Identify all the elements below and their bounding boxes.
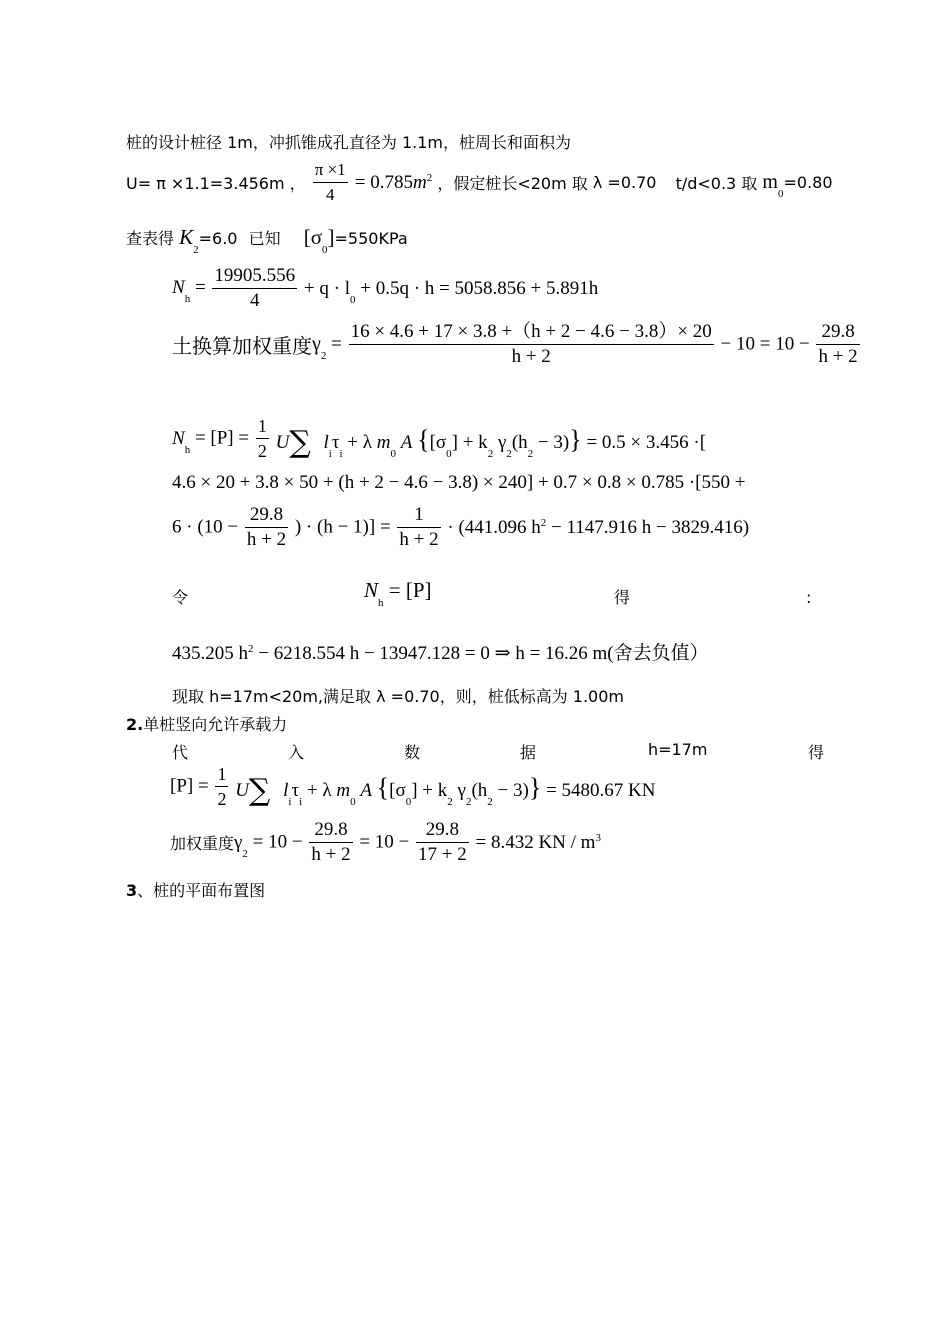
equation-continuation-1: 4.6 × 20 + 3.8 × 50 + (h + 2 − 4.6 − 3.8) × 240] + 0.7 × 0.8 × 0.785 ·[550 +	[172, 472, 746, 493]
lambda-value: λ =0.70	[592, 173, 657, 192]
m0-symbol: $m_0$	[762, 171, 784, 200]
chosen-length-line: 现取 h=17m<20m,满足取 λ =0.70，则，桩低标高为 1.00m	[172, 687, 624, 706]
let-equation: $N_h = [P]$	[364, 578, 432, 609]
get-word: 得	[614, 588, 631, 607]
eq1-num: 19905.556	[212, 264, 297, 289]
substitute-h-value: h=17m	[648, 740, 708, 759]
equation-nh: $N_h$ = $\frac{19905.556}{4}$ + $q \cdot l_0 + 0.5q \cdot h = 5058.856 + 5.891h$	[172, 265, 599, 311]
area-fraction-num: π ×1	[313, 158, 348, 183]
k2-symbol: $K_2$	[179, 225, 199, 256]
eq2-den2: h + 2	[818, 346, 858, 367]
section-2-heading: 2.单桩竖向允许承载力	[126, 715, 288, 734]
gamma2-label: 土换算加权重度	[172, 334, 312, 358]
lookup-text: 查表得	[126, 229, 175, 248]
td-text: t/d<0.3 取	[675, 174, 758, 193]
known-text: 已知	[248, 229, 281, 248]
eq2-num2: 29.8	[816, 320, 859, 345]
let-word: 令	[172, 588, 189, 607]
substitute-word-4: 据	[520, 743, 537, 762]
sigma0-value: =550KPa	[334, 229, 408, 248]
perimeter-area-line	[126, 158, 833, 207]
m0-value: =0.80	[783, 173, 833, 192]
assume-text: ，假定桩长<20m 取	[437, 174, 588, 193]
equation-continuation-2: 6 · (10 − $\frac{29.8}{h + 2}$ ) · (h − 1)] = $\frac{1}{h + 2}$ · (441.096 $h^2 - 1147.916$ h − 3829.416)	[172, 504, 750, 550]
substitute-word-2: 入	[288, 743, 305, 762]
equation-weighted-gamma: 加权重度$\gamma_2 = 10$ − $\frac{29.8}{h + 2}$ = 10 − $\frac{29.8}{17 + 2}$ = 8.432 KN / $m^3$	[170, 819, 601, 865]
equation-allowable: [P] = $\frac{1}{2}$ U∑ $l_i\tau_i + \lambda$ $m_0$ A {$[\sigma_0] + k_2$ $\gamma_2(h_2 - 3)\} = 5480.67$ KN	[170, 764, 656, 809]
substitute-word-1: 代	[172, 743, 189, 762]
area-fraction	[313, 158, 348, 207]
intro-line: 桩的设计桩径 1m，冲抓锥成孔直径为 1.1m，桩周长和面积为	[126, 133, 571, 152]
equation-gamma2: 土换算加权重度$\gamma_2$ = $\frac{16 \times 4.6 + 17 \times 3.8 +(h + 2 - 4.6 - 3.8)\times 20}{h + 2}$ − 10 = 10 − $\frac{29.8}{h + 2}$	[172, 321, 858, 367]
colon: :	[806, 588, 812, 607]
lookup-line	[126, 225, 408, 256]
sum-symbol: ∑	[289, 425, 311, 460]
weighted-gamma-label: 加权重度	[170, 834, 235, 853]
section-3-heading: 3、桩的平面布置图	[126, 881, 266, 900]
eq1-den: 4	[250, 290, 260, 311]
equation-solution: 435.205 $h^2 - 6218.554$ h − 13947.128 = 0 ⇒ h = 16.26 m(舍去负值）	[172, 643, 709, 664]
sum-symbol-2: ∑	[248, 773, 271, 808]
eq2-den: h + 2	[511, 346, 551, 367]
perimeter-expr: U= π ×1.1=3.456m ，	[126, 174, 306, 193]
equation-capacity: $N_h = [P]$ = $\frac{1}{2}$ U∑ $l_i\tau_i + \lambda$ $m_0$ A {$[\sigma_0] + k_2$ $\gamma_2(h_2 - 3)\} = 0.5 \times 3.456$ ·[	[172, 416, 707, 461]
sigma0-symbol: $[\sigma_0]$	[303, 225, 335, 256]
area-value: = $0.785m^2$	[354, 171, 433, 193]
area-fraction-den: 4	[325, 185, 335, 204]
substitute-word-3: 数	[404, 743, 421, 762]
k2-value: =6.0	[198, 229, 238, 248]
substitute-word-5: 得	[808, 743, 825, 762]
eq2-num: 16 × 4.6 + 17 × 3.8 +（h + 2 − 4.6 − 3.8）× 20	[349, 320, 714, 345]
